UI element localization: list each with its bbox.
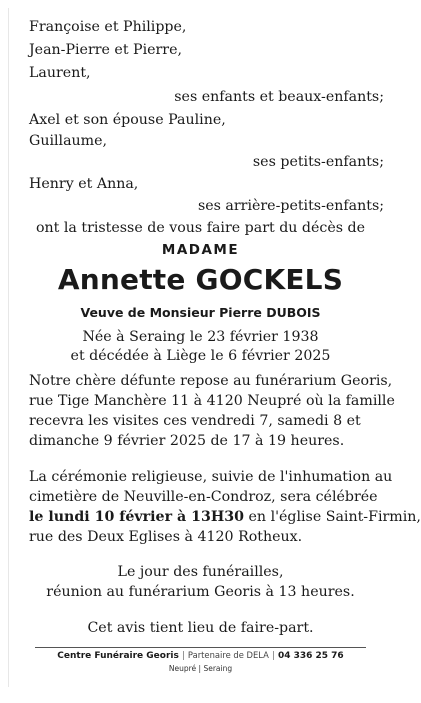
visitation-line: rue Tige Manchère 11 à 4120 Neupré où la famille bbox=[29, 393, 395, 409]
family-role: ses petits-enfants; bbox=[252, 154, 384, 170]
honorific-title: MADAME bbox=[161, 242, 240, 258]
separator: | bbox=[181, 651, 185, 661]
footer-divider bbox=[35, 647, 366, 648]
family-line: Laurent, bbox=[29, 65, 91, 81]
ceremony-line: cimetière de Neuville-en-Condroz, sera célébrée bbox=[29, 489, 378, 505]
family-line: Guillaume, bbox=[29, 133, 108, 149]
funeral-day-line: réunion au funérarium Georis à 13 heures. bbox=[46, 584, 355, 600]
intro-text: ont la tristesse de vous faire part du décès de bbox=[35, 220, 366, 236]
family-line: Henry et Anna, bbox=[29, 176, 139, 192]
ceremony-line: rue des Deux Eglises à 4120 Rotheux. bbox=[29, 529, 303, 545]
ceremony-line: La cérémonie religieuse, suivie de l'inhumation au bbox=[29, 469, 393, 485]
ceremony-line bbox=[29, 508, 421, 526]
visitation-line: recevra les visites ces vendredi 7, samedi 8 et bbox=[29, 413, 361, 429]
death-info: et décédée à Liège le 6 février 2025 bbox=[70, 348, 331, 364]
family-role: ses arrière-petits-enfants; bbox=[197, 198, 384, 214]
widow-of: Veuve de Monsieur Pierre DUBOIS bbox=[80, 305, 321, 320]
deceased-name: Annette GOCKELS bbox=[57, 263, 344, 296]
footer-company-bar bbox=[9, 650, 392, 661]
family-line: Jean-Pierre et Pierre, bbox=[29, 42, 182, 58]
family-line: Axel et son épouse Pauline, bbox=[29, 112, 226, 128]
company-name: Centre Funéraire Georis bbox=[57, 651, 179, 661]
birth-info: Née à Seraing le 23 février 1938 bbox=[82, 329, 319, 345]
partner-text: Partenaire de DELA bbox=[187, 650, 269, 660]
ceremony-date: le lundi 10 février à 13H30 bbox=[29, 509, 245, 525]
visitation-line: dimanche 9 février 2025 de 17 à 19 heures. bbox=[29, 433, 345, 449]
family-line: Françoise et Philippe, bbox=[29, 19, 187, 35]
family-role: ses enfants et beaux-enfants; bbox=[174, 89, 384, 105]
company-phone: 04 336 25 76 bbox=[277, 651, 344, 661]
obituary-notice bbox=[8, 8, 421, 687]
company-locations: Neupré | Seraing bbox=[168, 664, 233, 673]
ceremony-place: en l'église Saint-Firmin, bbox=[244, 509, 421, 525]
funeral-day-line: Le jour des funérailles, bbox=[117, 564, 284, 580]
visitation-line: Notre chère défunte repose au funérarium Georis, bbox=[29, 373, 393, 389]
closing-text: Cet avis tient lieu de faire-part. bbox=[87, 620, 314, 636]
separator: | bbox=[271, 651, 275, 661]
